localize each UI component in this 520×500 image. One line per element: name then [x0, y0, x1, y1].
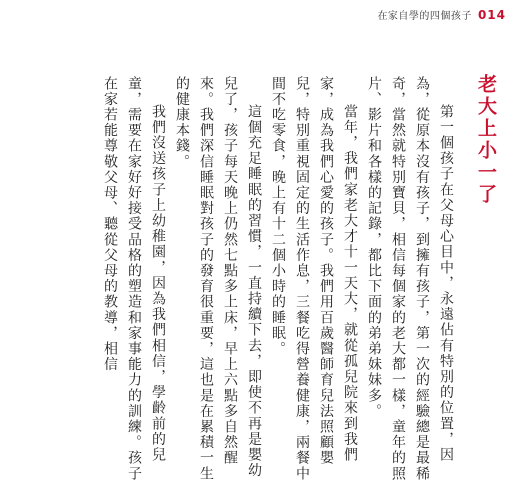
paragraph: 我們沒送孩子上幼稚園，因為我們相信，學齡前的兒童，需要在家好好接受品格的塑造和家事能力的訓練。孩子在家若能尊敬父母、聽從父母的教導，相信 [102, 76, 166, 482]
paragraph: 這個充足睡眠的習慣，一直持續下去，即使不再是嬰幼兒了，孩子每天晚上仍然七點多上床，早上六點多自然醒來。我們深信睡眠對孩子的發育很重要，這也是在累積一生的健康本錢。 [174, 76, 262, 482]
paragraph: 第一個孩子在父母心目中，永遠佔有特別的位置，因為，從原本沒有孩子，到擁有孩子，第一次的經驗總是最稀奇，當然就特別寶貝，相信每個家的老大都一樣，童年的照片、影片和各樣的記錄，都比下面的弟弟妹妹多。 [366, 76, 454, 482]
page-number: 014 [477, 7, 506, 22]
chapter-title: 老大上小一了 [475, 74, 497, 206]
running-title: 在家自學的四個孩子 [377, 11, 472, 22]
running-header [377, 7, 506, 22]
body-text [28, 76, 458, 482]
paragraph: 當年，我們家老大才十一天大，就從孤兒院來到我們家，成為我們心愛的孩子。我們用百歲醫師育兒法照顧嬰兒，特別重視固定的生活作息，三餐吃得營養健康，兩餐中間不吃零食，晚上有十二個小時的睡眠。 [270, 76, 358, 482]
